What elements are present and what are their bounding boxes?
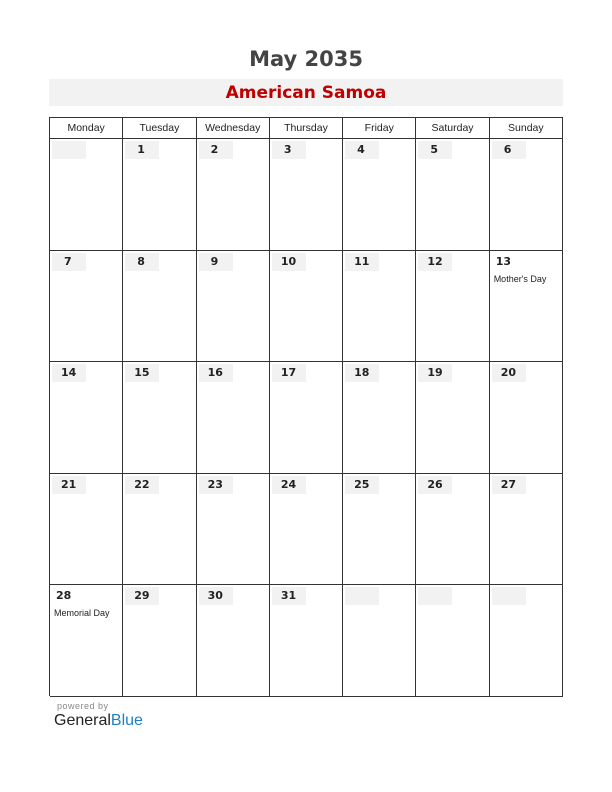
region-name: American Samoa [225, 82, 387, 103]
day-number: 3 [272, 141, 306, 159]
weekday-header-row [50, 118, 563, 139]
week-row [50, 362, 563, 474]
week-row [50, 585, 563, 697]
day-cell [416, 251, 489, 363]
day-number [492, 587, 526, 605]
day-number: 21 [52, 476, 86, 494]
day-cell [123, 362, 196, 474]
day-number: 26 [418, 476, 452, 494]
day-cell [270, 474, 343, 586]
day-cell [197, 362, 270, 474]
day-cell [490, 585, 563, 697]
day-number: 15 [125, 364, 159, 382]
day-cell [270, 362, 343, 474]
day-number: 1 [125, 141, 159, 159]
day-number: 5 [418, 141, 452, 159]
day-cell [490, 474, 563, 586]
weekday-header-monday: Monday [50, 118, 123, 139]
day-number: 23 [199, 476, 233, 494]
day-number: 12 [418, 253, 452, 271]
region-banner [49, 79, 563, 106]
day-cell [343, 362, 416, 474]
day-cell [197, 251, 270, 363]
day-number: 11 [345, 253, 379, 271]
weeks-container [50, 139, 563, 697]
day-cell [343, 251, 416, 363]
brand-general: General [54, 712, 111, 729]
weekday-header-wednesday: Wednesday [197, 118, 270, 139]
day-number: 13 [495, 254, 511, 268]
day-number: 27 [492, 476, 526, 494]
day-cell [416, 139, 489, 251]
day-cell [490, 251, 563, 363]
day-number: 25 [345, 476, 379, 494]
day-number: 31 [272, 587, 306, 605]
brand-blue: Blue [110, 712, 143, 729]
day-cell [50, 474, 123, 586]
day-cell [50, 362, 123, 474]
day-cell [490, 362, 563, 474]
weekday-header-saturday: Saturday [416, 118, 489, 139]
day-cell [343, 585, 416, 697]
calendar-title: May 2035 [249, 47, 363, 71]
weekday-header-sunday: Sunday [490, 118, 563, 139]
day-cell [270, 139, 343, 251]
day-cell [343, 474, 416, 586]
day-cell [123, 139, 196, 251]
day-cell [197, 585, 270, 697]
day-number: 6 [492, 141, 526, 159]
day-cell [123, 585, 196, 697]
day-cell [50, 251, 123, 363]
powered-by-label: powered by [57, 701, 109, 711]
holiday-label: Memorial Day [54, 608, 110, 619]
day-cell [416, 362, 489, 474]
day-number: 30 [199, 587, 233, 605]
day-cell [123, 474, 196, 586]
day-number: 4 [345, 141, 379, 159]
week-row [50, 251, 563, 363]
day-cell [50, 139, 123, 251]
day-cell [270, 251, 343, 363]
day-cell [50, 585, 123, 697]
day-number: 29 [125, 587, 159, 605]
day-number [345, 587, 379, 605]
calendar-grid [49, 117, 563, 696]
day-cell [416, 474, 489, 586]
day-number: 14 [52, 364, 86, 382]
day-number: 10 [272, 253, 306, 271]
week-row [50, 474, 563, 586]
day-number: 24 [272, 476, 306, 494]
day-number: 7 [52, 253, 86, 271]
day-number: 8 [125, 253, 159, 271]
holiday-label: Mother's Day [493, 273, 547, 284]
day-cell [197, 474, 270, 586]
day-cell [490, 139, 563, 251]
day-number: 20 [492, 364, 526, 382]
day-cell [416, 585, 489, 697]
weekday-header-tuesday: Tuesday [123, 118, 196, 139]
day-number [418, 587, 452, 605]
weekday-header-friday: Friday [343, 118, 416, 139]
day-number [52, 141, 86, 159]
day-number: 16 [199, 364, 233, 382]
day-number: 18 [345, 364, 379, 382]
brand-logo [54, 712, 143, 730]
day-cell [197, 139, 270, 251]
day-number: 19 [418, 364, 452, 382]
day-number: 9 [199, 253, 233, 271]
day-cell [343, 139, 416, 251]
week-row [50, 139, 563, 251]
day-number: 17 [272, 364, 306, 382]
weekday-header-thursday: Thursday [270, 118, 343, 139]
day-number: 2 [199, 141, 233, 159]
day-number: 22 [125, 476, 159, 494]
day-cell [270, 585, 343, 697]
day-cell [123, 251, 196, 363]
day-number: 28 [56, 589, 72, 603]
